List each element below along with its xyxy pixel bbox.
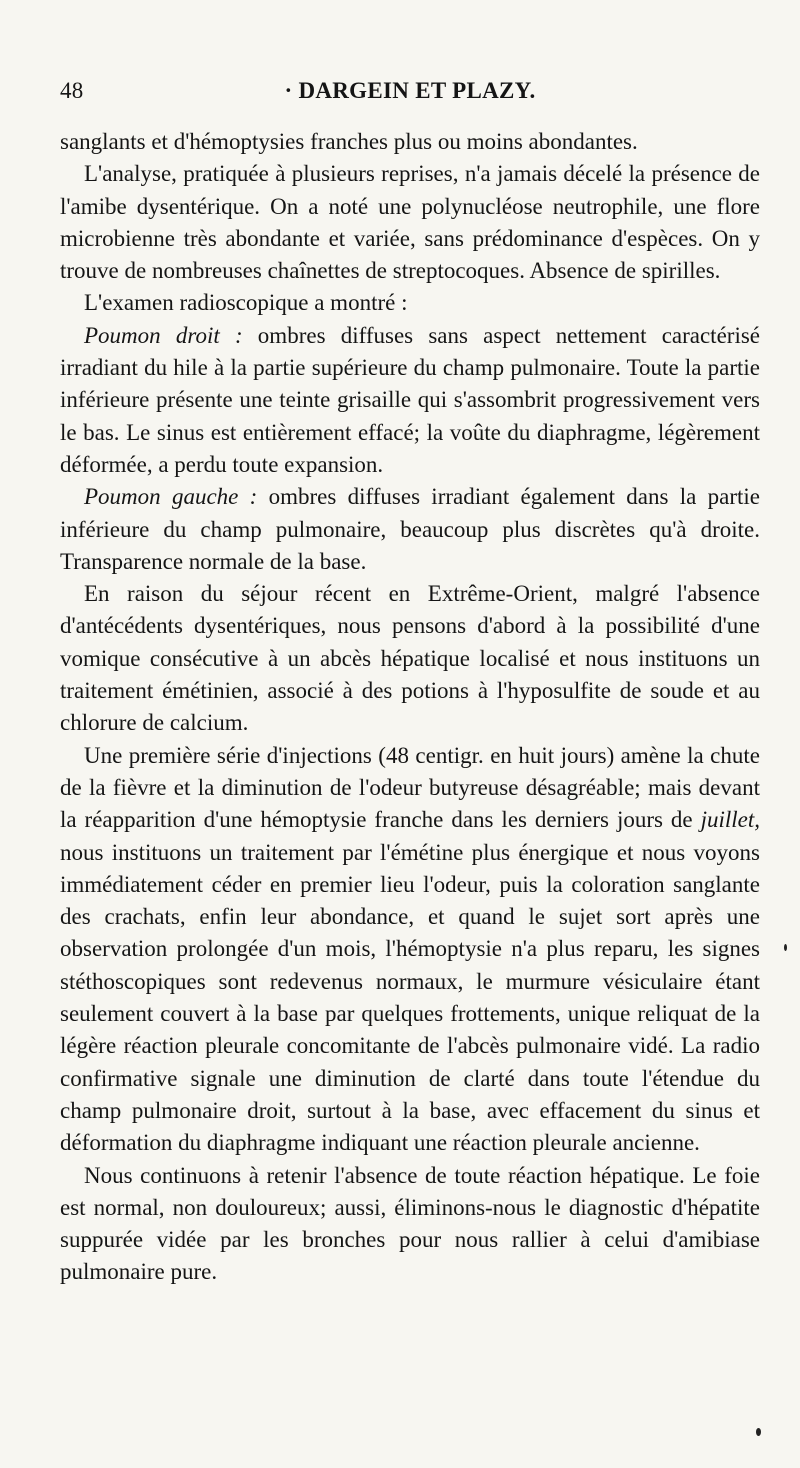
paragraph: [60, 126, 760, 158]
paragraph-text: L'examen radioscopique a montré :: [84, 290, 408, 316]
page-header: [60, 78, 760, 112]
paragraph: [60, 158, 760, 287]
paragraph: [60, 1160, 760, 1289]
paragraph-text: sanglants et d'hémoptysies franches plus ou moins abondantes.: [60, 129, 638, 154]
italic-text: Poumon droit :: [84, 322, 243, 348]
paragraph-text: Nous continuons à retenir l'absence de toute réaction hépatique. Le foie est normal, non douloureux; aussi, éliminons-nous le diagnostic d'hépatite suppurée vidée par les bronches pour nous rallier à celui d'amibiase pulmonaire pure.: [60, 1162, 760, 1285]
paragraph-text: En raison du séjour récent en Extrême-Orient, malgré l'absence d'antécédents dysentériques, nous pensons d'abord à la possibilité d'une vomique consécutive à un abcès hépatique localisé et nous instituons un traitement émétinien, associé à des potions à l'hyposulfite de soude et au chlorure de calcium.: [60, 581, 760, 736]
paragraph: [60, 481, 760, 578]
paragraph-text: Une première série d'injections (48 centigr. en huit jours) amène la chute de la fièvre et la diminution de l'odeur butyreuse désagréable; mais devant la réapparition d'une hémoptysie franche dans les derniers jours de: [60, 742, 760, 833]
body-text: [60, 126, 760, 1289]
running-head: · DARGEIN ET PLAZY.: [284, 78, 536, 103]
page-number: 48: [60, 78, 84, 103]
paragraph: [60, 320, 760, 481]
paragraph-text: ombres diffuses irradiant également dans la partie inférieure du champ pulmonaire, beaucoup plus discrètes qu'à droite. Transparence normale de la base.: [60, 484, 760, 574]
print-speck: [756, 1428, 761, 1436]
italic-text: Poumon gauche :: [84, 484, 258, 510]
paragraph: [60, 578, 760, 739]
paragraph: [60, 287, 760, 319]
paragraph: [60, 740, 760, 1160]
paragraph-text: nous instituons un traitement par l'émétine plus énergique et nous voyons immédiatement céder en premier lieu l'odeur, puis la coloration sanglante des crachats, enfin leur abondance, et quand le sujet sort après une observation prolongée d'un mois, l'hémoptysie n'a plus reparu, les signes stéthoscopiques sont redevenus normaux, le murmure vésiculaire étant seulement couvert à la base par quelques frottements, unique reliquat de la légère réaction pleurale concomitante de l'abcès pulmonaire vidé. La radio confirmative signale une diminution de clarté dans toute l'étendue du champ pulmonaire droit, surtout à la base, avec effacement du sinus et déformation du diaphragme indiquant une réaction pleurale ancienne.: [60, 839, 760, 1156]
paragraph-text: L'analyse, pratiquée à plusieurs reprises, n'a jamais décelé la présence de l'amibe dysentérique. On a noté une polynucléose neutrophile, une flore microbienne très abondante et variée, sans prédominance d'espèces. On y trouve de nombreuses chaînettes de streptocoques. Absence de spirilles.: [60, 161, 760, 284]
italic-text: juillet,: [700, 807, 760, 833]
print-speck: [784, 944, 787, 951]
paragraph-text: ombres diffuses sans aspect nettement caractérisé irradiant du hile à la partie supérieure du champ pulmonaire. Toute la partie inférieure présente une teinte grisaille qui s'assombrit progressivement vers le bas. Le sinus est entièrement effacé; la voûte du diaphragme, légèrement déformée, a perdu toute expansion.: [60, 322, 760, 477]
